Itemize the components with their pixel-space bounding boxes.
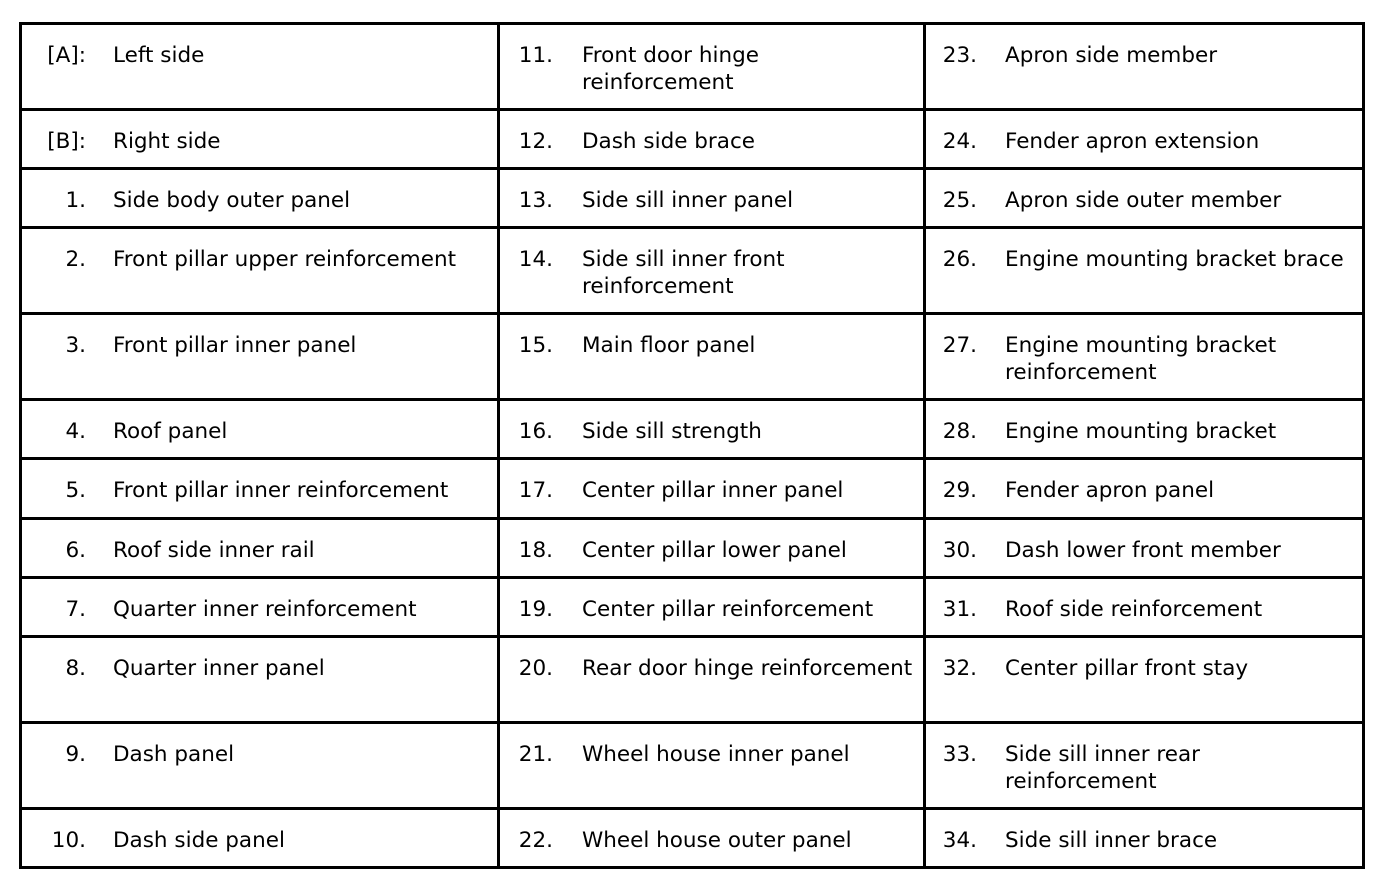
part-label: Apron side member — [1005, 43, 1218, 68]
legend-cell — [21, 722, 499, 808]
legend-entry — [22, 42, 489, 69]
legend-cell — [499, 722, 925, 808]
legend-cell — [925, 228, 1364, 314]
part-label: Left side — [113, 43, 205, 68]
part-number: 20. — [518, 655, 553, 681]
legend-entry — [926, 741, 1354, 795]
legend-cell — [21, 518, 499, 577]
part-number: 29. — [942, 478, 977, 504]
part-label: Dash lower front member — [1005, 537, 1281, 563]
part-label: Quarter inner panel — [113, 655, 325, 681]
legend-entry — [926, 477, 1354, 504]
legend-row — [21, 636, 1364, 722]
legend-row — [21, 722, 1364, 808]
legend-entry — [500, 128, 915, 155]
part-label: Fender apron extension — [1005, 129, 1260, 155]
part-number: 10. — [51, 827, 86, 853]
part-number: 8. — [65, 655, 86, 681]
part-number: 30. — [942, 537, 977, 563]
legend-entry — [500, 827, 915, 854]
legend-entry — [500, 418, 915, 445]
legend-cell — [499, 169, 925, 228]
legend-cell — [925, 314, 1364, 400]
part-number: 23. — [942, 43, 977, 68]
part-number: 9. — [65, 741, 86, 767]
legend-cell — [925, 459, 1364, 518]
part-label: Side sill inner rear reinforcement — [1005, 741, 1201, 794]
part-number: 11. — [518, 43, 553, 68]
part-label: Front pillar upper reinforcement — [113, 247, 457, 273]
legend-entry — [22, 246, 489, 273]
legend-entry — [500, 332, 915, 359]
part-number: 16. — [518, 419, 553, 445]
legend-entry — [926, 246, 1354, 273]
part-label: Roof side inner rail — [113, 537, 315, 563]
legend-cell — [499, 636, 925, 722]
part-number: 17. — [518, 478, 553, 504]
part-label: Dash panel — [113, 741, 235, 767]
part-label: Main floor panel — [582, 333, 756, 359]
legend-entry — [500, 477, 915, 504]
legend-row — [21, 808, 1364, 867]
part-number: [A]: — [47, 43, 86, 68]
legend-cell — [499, 314, 925, 400]
legend-entry — [500, 537, 915, 564]
legend-cell — [925, 169, 1364, 228]
legend-entry — [22, 128, 489, 155]
legend-entry — [22, 332, 489, 359]
parts-legend-table — [19, 22, 1365, 869]
part-number: 7. — [65, 596, 86, 622]
part-number: 24. — [942, 129, 977, 155]
legend-row — [21, 169, 1364, 228]
legend-cell — [21, 808, 499, 867]
legend-cell — [925, 110, 1364, 169]
legend-cell — [21, 110, 499, 169]
part-label: Center pillar lower panel — [582, 537, 847, 563]
part-number: 25. — [942, 188, 977, 214]
legend-cell — [499, 228, 925, 314]
legend-entry — [22, 655, 489, 682]
legend-entry — [22, 187, 489, 214]
legend-entry — [926, 42, 1354, 69]
part-number: 1. — [65, 188, 86, 214]
part-label: Engine mounting bracket — [1005, 419, 1277, 445]
part-label: Roof side reinforcement — [1005, 596, 1263, 622]
legend-cell — [925, 400, 1364, 459]
part-label: Right side — [113, 129, 221, 155]
legend-cell — [499, 110, 925, 169]
legend-entry — [500, 596, 915, 623]
legend-entry — [22, 741, 489, 768]
part-label: Side sill inner brace — [1005, 827, 1218, 853]
legend-cell — [499, 808, 925, 867]
part-label: Front pillar inner reinforcement — [113, 478, 449, 504]
part-number: 3. — [65, 333, 86, 359]
legend-entry — [926, 827, 1354, 854]
part-label: Front pillar inner panel — [113, 333, 357, 359]
part-number: 21. — [518, 741, 553, 767]
legend-cell — [499, 518, 925, 577]
legend-cell — [21, 636, 499, 722]
legend-cell — [21, 169, 499, 228]
legend-cell — [499, 459, 925, 518]
legend-row — [21, 577, 1364, 636]
legend-entry — [22, 477, 489, 504]
part-number: 12. — [518, 129, 553, 155]
legend-entry — [22, 418, 489, 445]
legend-entry — [500, 42, 915, 96]
legend-cell — [499, 577, 925, 636]
part-number: 14. — [518, 247, 553, 273]
part-label: Center pillar inner panel — [582, 478, 844, 504]
legend-row — [21, 110, 1364, 169]
part-number: 15. — [518, 333, 553, 359]
legend-entry — [926, 537, 1354, 564]
legend-cell — [499, 24, 925, 110]
part-label: Roof panel — [113, 419, 228, 445]
part-number: 26. — [942, 247, 977, 273]
part-label: Front door hinge reinforcement — [582, 43, 759, 95]
legend-entry — [926, 655, 1354, 682]
legend-entry — [22, 827, 489, 854]
legend-cell — [925, 518, 1364, 577]
part-number: 34. — [942, 827, 977, 853]
part-label: Apron side outer member — [1005, 188, 1282, 214]
part-number: 13. — [518, 188, 553, 214]
part-number: 5. — [65, 478, 86, 504]
legend-cell — [21, 459, 499, 518]
part-label: Dash side panel — [113, 827, 285, 853]
legend-entry — [926, 596, 1354, 623]
legend-row — [21, 518, 1364, 577]
part-number: 28. — [942, 419, 977, 445]
legend-cell — [21, 24, 499, 110]
part-number: 32. — [942, 655, 977, 681]
part-label: Side sill inner front reinforcement — [582, 247, 785, 300]
legend-entry — [926, 418, 1354, 445]
legend-entry — [500, 655, 915, 682]
legend-cell — [21, 400, 499, 459]
part-label: Wheel house inner panel — [582, 741, 850, 767]
part-number: 22. — [518, 827, 553, 853]
legend-entry — [500, 246, 915, 300]
part-label: Center pillar reinforcement — [582, 596, 874, 622]
part-number: 27. — [942, 333, 977, 359]
part-number: 31. — [942, 596, 977, 622]
part-label: Side body outer panel — [113, 188, 351, 214]
legend-entry — [926, 332, 1354, 386]
part-number: 2. — [65, 247, 86, 273]
part-number: 33. — [942, 741, 977, 767]
legend-cell — [21, 314, 499, 400]
legend-entry — [500, 741, 915, 768]
part-number: 18. — [518, 537, 553, 563]
part-number: 4. — [65, 419, 86, 445]
part-number: 19. — [518, 596, 553, 622]
legend-entry — [22, 537, 489, 564]
legend-cell — [499, 400, 925, 459]
part-label: Dash side brace — [582, 129, 755, 155]
part-number: 6. — [65, 537, 86, 563]
legend-body — [21, 24, 1364, 868]
legend-cell — [925, 577, 1364, 636]
legend-row — [21, 459, 1364, 518]
legend-cell — [21, 228, 499, 314]
legend-row — [21, 314, 1364, 400]
legend-entry — [22, 596, 489, 623]
legend-cell — [925, 808, 1364, 867]
legend-cell — [925, 636, 1364, 722]
part-label: Quarter inner reinforcement — [113, 596, 417, 622]
legend-cell — [925, 24, 1364, 110]
part-label: Rear door hinge reinforcement — [582, 655, 913, 681]
legend-entry — [500, 187, 915, 214]
legend-entry — [926, 128, 1354, 155]
legend-row — [21, 24, 1364, 110]
part-label: Fender apron panel — [1005, 478, 1215, 504]
legend-row — [21, 228, 1364, 314]
part-label: Engine mounting bracket reinforcement — [1005, 333, 1277, 386]
part-label: Engine mounting bracket brace — [1005, 247, 1344, 273]
part-number: [B]: — [47, 129, 86, 155]
part-label: Side sill inner panel — [582, 188, 794, 214]
part-label: Center pillar front stay — [1005, 655, 1249, 681]
legend-entry — [926, 187, 1354, 214]
part-label: Wheel house outer panel — [582, 827, 852, 853]
part-label: Side sill strength — [582, 419, 762, 445]
legend-cell — [21, 577, 499, 636]
legend-cell — [925, 722, 1364, 808]
legend-row — [21, 400, 1364, 459]
